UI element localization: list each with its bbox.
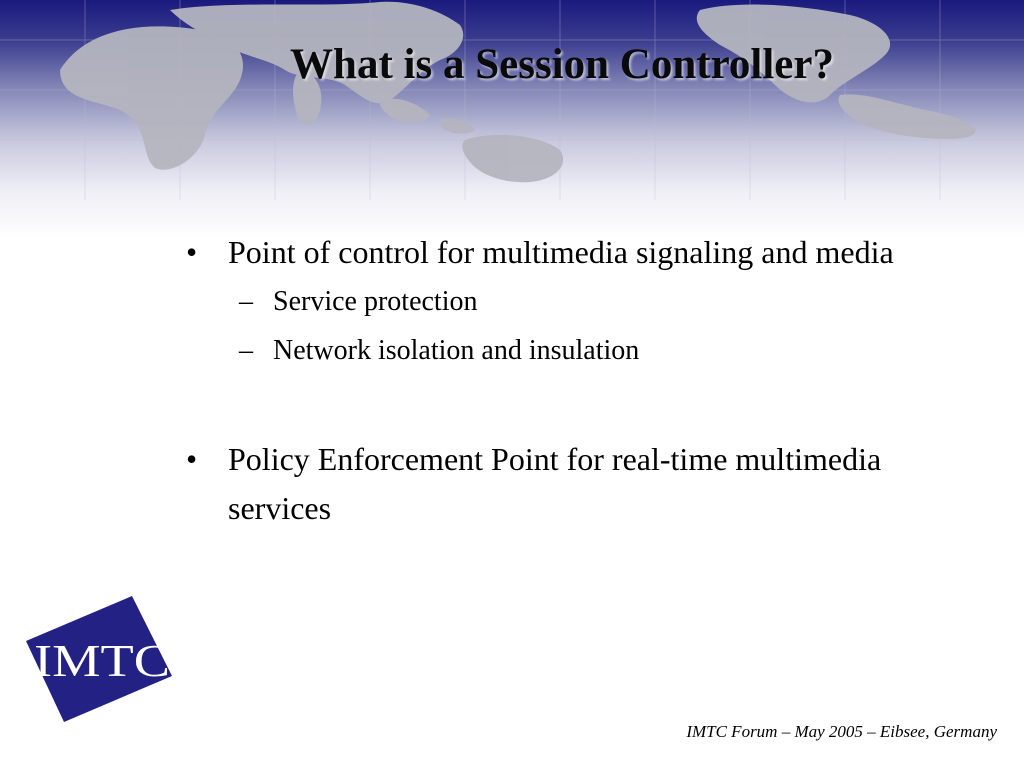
bullet-marker: •	[186, 234, 198, 270]
footer-text: IMTC Forum – May 2005 – Eibsee, Germany	[686, 722, 997, 741]
sub-bullet-marker: –	[239, 286, 253, 317]
bullet-item	[186, 228, 976, 277]
sub-bullet-marker: –	[239, 335, 253, 366]
bullet-text: Policy Enforcement Point for real-time multimedia services	[228, 441, 882, 526]
imtc-logo	[24, 596, 174, 724]
svg-text:IMTC: IMTC	[34, 635, 170, 686]
bullet-text: Point of control for multimedia signaling and media	[228, 234, 894, 270]
bullet-list	[186, 228, 976, 533]
sub-bullet-item	[186, 326, 976, 375]
sub-bullet-item	[186, 277, 976, 326]
slide-title: What is a Session Controller?	[290, 41, 834, 88]
world-map-background	[0, 0, 1024, 240]
sub-bullet-text: Network isolation and insulation	[273, 335, 640, 366]
bullet-item	[186, 435, 976, 533]
sub-bullet-text: Service protection	[273, 286, 478, 317]
bullet-marker: •	[186, 441, 198, 477]
